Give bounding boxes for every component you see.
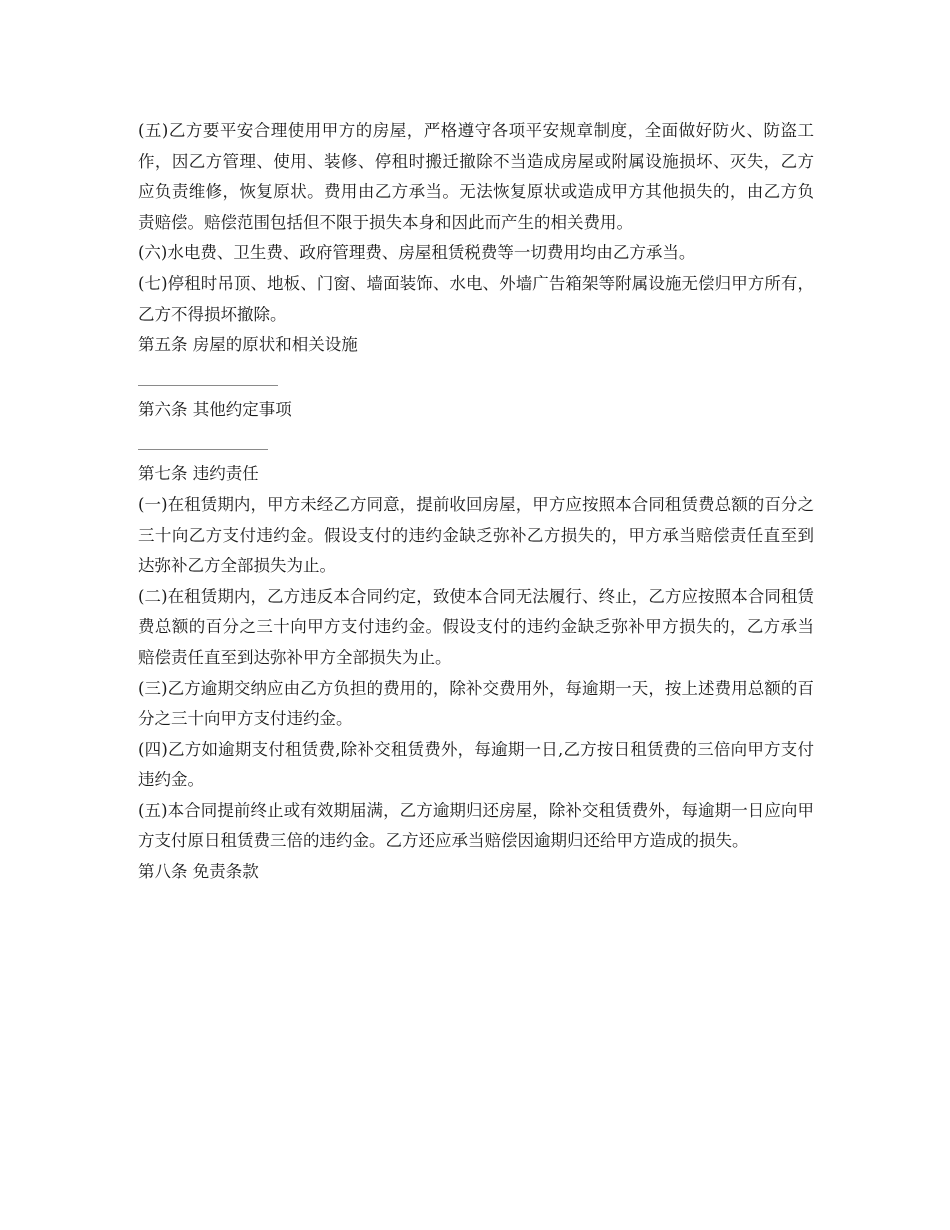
document-page [138,116,814,888]
fill-in-blank-line [138,369,278,386]
fill-in-blank-line [138,433,268,450]
article-7-title: 第七条 违约责任 [138,464,259,484]
article-8-title: 第八条 免责条款 [138,862,259,882]
article-7-item-5: (五)本合同提前终止或有效期届满，乙方逾期归还房屋，除补交租赁费外，每逾期一日应向甲方支付原日租赁费三倍的违约金。乙方还应承当赔偿因逾期归还给甲方造成的损失。 [138,800,814,851]
clause-6-fees: (六)水电费、卫生费、政府管理费、房屋租赁税费等一切费用均由乙方承当。 [138,243,696,263]
article-7-item-1: (一)在租赁期内，甲方未经乙方同意，提前收回房屋，甲方应按照本合同租赁费总额的百分之三十向乙方支付违约金。假设支付的违约金缺乏弥补乙方损失的，甲方承当赔偿责任直至到达弥补乙方全部损失为止。 [138,494,814,576]
clause-5-safety: (五)乙方要平安合理使用甲方的房屋，严格遵守各项平安规章制度，全面做好防火、防盗工作，因乙方管理、使用、装修、停租时搬迁撤除不当造成房屋或附属设施损坏、灭失，乙方应负责维修，恢复原状。费用由乙方承当。无法恢复原状或造成甲方其他损失的，由乙方负责赔偿。赔偿范围包括但不限于损失本身和因此而产生的相关费用。 [138,121,814,232]
article-7-item-2: (二)在租赁期内，乙方违反本合同约定，致使本合同无法履行、终止，乙方应按照本合同租赁费总额的百分之三十向甲方支付违约金。假设支付的违约金缺乏弥补甲方损失的，乙方承当赔偿责任直至到达弥补甲方全部损失为止。 [138,586,814,667]
clause-7-fixtures: (七)停租时吊顶、地板、门窗、墙面装饰、水电、外墙广告箱架等附属设施无偿归甲方所有，乙方不得损坏撤除。 [138,273,814,324]
article-7-item-4: (四)乙方如逾期支付租赁费,除补交租赁费外，每逾期一日,乙方按日租赁费的三倍向甲方支付违约金。 [138,739,814,790]
article-5-title: 第五条 房屋的原状和相关设施 [138,335,358,355]
article-6-title: 第六条 其他约定事项 [138,399,292,419]
article-7-item-3: (三)乙方逾期交纳应由乙方负担的费用的，除补交费用外，每逾期一天，按上述费用总额的百分之三十向甲方支付违约金。 [138,678,814,729]
